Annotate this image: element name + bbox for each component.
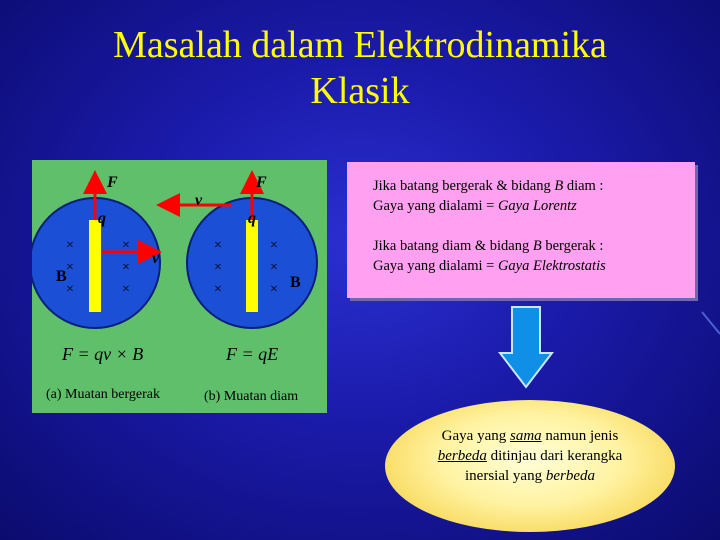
left-caption: (a) Muatan bergerak <box>46 387 161 402</box>
cross-mark: × <box>122 260 130 275</box>
right-field-label: B <box>290 274 301 291</box>
cross-mark: × <box>66 260 74 275</box>
conclusion-text-part: ditinjau dari kerangka <box>486 448 623 464</box>
info-paragraph-static <box>373 236 687 276</box>
conclusion-emphasis: sama <box>509 428 542 444</box>
conclusion-emphasis: berbeda <box>545 468 595 484</box>
cross-mark: × <box>66 282 74 297</box>
cross-mark: × <box>122 282 130 297</box>
diagram-panel <box>32 160 327 413</box>
conclusion-text-part: inersial yang <box>465 468 546 484</box>
cross-mark: × <box>214 260 222 275</box>
cross-mark: × <box>66 238 74 253</box>
conclusion-ellipse <box>385 400 675 532</box>
info-box <box>347 162 695 298</box>
right-formula: F = qE <box>226 344 279 364</box>
left-velocity-label: v <box>152 250 160 267</box>
left-formula: F = qv × B <box>62 344 144 364</box>
info-text: diam : <box>563 178 604 194</box>
cross-mark: × <box>270 238 278 253</box>
left-force-label: F <box>107 174 118 191</box>
right-bar <box>246 220 258 312</box>
conclusion-text <box>385 426 675 486</box>
lorentz-force-term: Gaya Lorentz <box>497 198 577 214</box>
left-bar <box>89 220 101 312</box>
info-text: bergerak : <box>541 238 604 254</box>
decorative-line <box>700 310 720 340</box>
info-text: Gaya yang dialami = <box>373 258 498 274</box>
info-paragraph-moving <box>373 176 687 216</box>
title-line-1: Masalah dalam Elektrodinamika <box>113 24 607 66</box>
slide-title <box>0 22 720 114</box>
cross-mark: × <box>270 282 278 297</box>
right-velocity-label: v <box>195 192 203 209</box>
info-text: Gaya yang dialami = <box>373 198 498 214</box>
conclusion-text-part: Gaya yang <box>441 428 510 444</box>
right-force-label: F <box>256 174 267 191</box>
cross-mark: × <box>122 238 130 253</box>
right-charge-label: q <box>248 210 256 227</box>
info-text: Jika batang bergerak & bidang <box>373 178 555 194</box>
left-field-label: B <box>56 268 67 285</box>
right-caption: (b) Muatan diam <box>204 389 299 404</box>
electrostatic-force-term: Gaya Elektrostatis <box>497 258 606 274</box>
info-text-italic: B <box>554 178 564 194</box>
info-text-italic: B <box>532 238 542 254</box>
left-charge-label: q <box>98 210 106 227</box>
conclusion-text-part: namun jenis <box>541 428 619 444</box>
conclusion-emphasis: berbeda <box>437 448 487 464</box>
diagram-graphics <box>32 160 327 413</box>
info-text: Jika batang diam & bidang <box>373 238 533 254</box>
cross-mark: × <box>270 260 278 275</box>
cross-mark: × <box>214 238 222 253</box>
cross-mark: × <box>214 282 222 297</box>
title-line-2: Klasik <box>310 70 410 112</box>
down-arrow-icon <box>498 305 554 389</box>
